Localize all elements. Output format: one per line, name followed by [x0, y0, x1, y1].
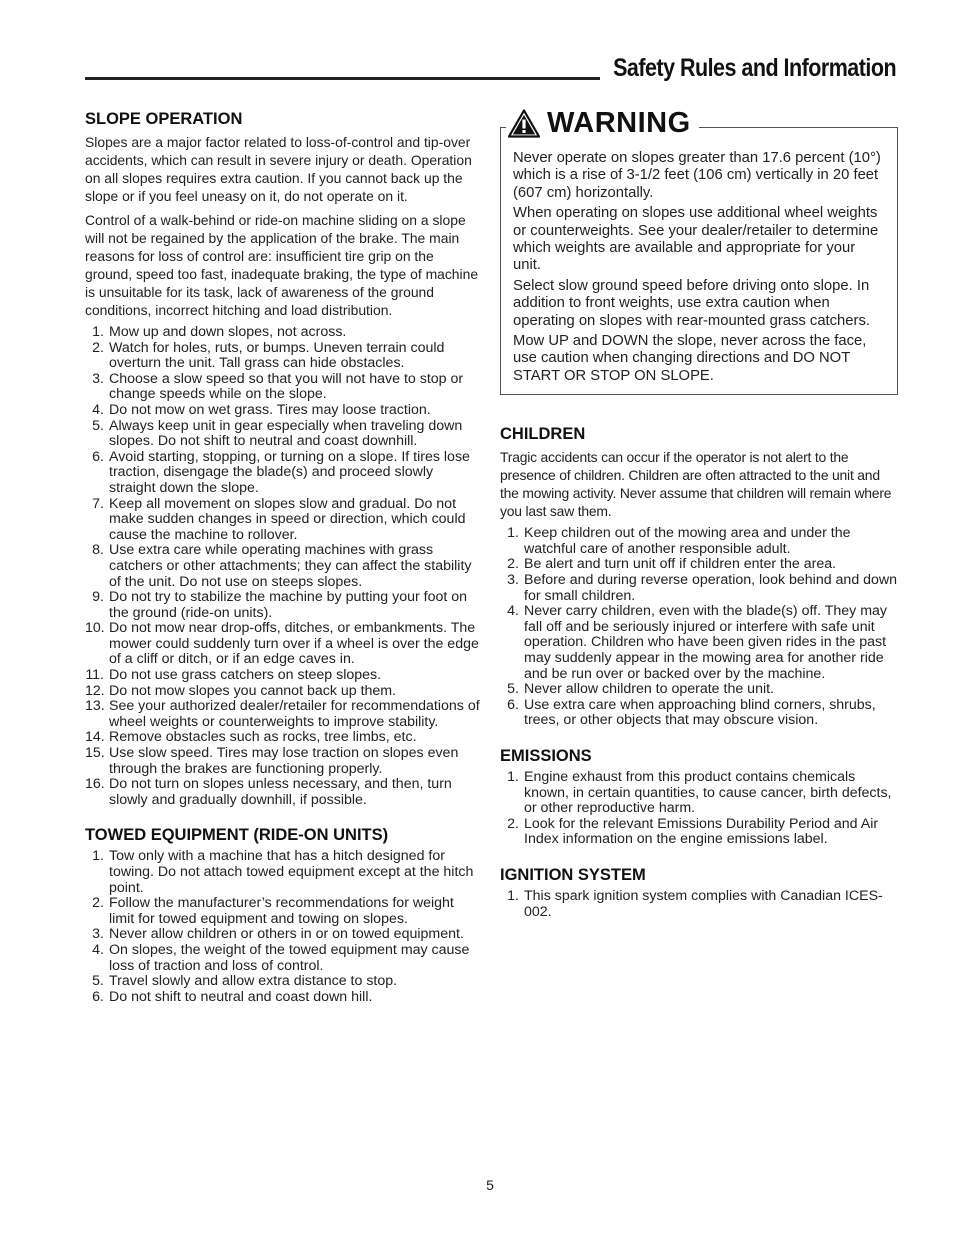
list-item-text: Do not use grass catchers on steep slopes. — [109, 667, 382, 684]
list-item-number: 2. — [507, 815, 519, 832]
list-item-number: 10. — [85, 620, 105, 637]
list-item-text: Look for the relevant Emissions Durability Period and Air Index information on the engine emissions label. — [524, 815, 879, 848]
list-item-text: Never allow children to operate the unit. — [524, 681, 774, 698]
list-item-text: Remove obstacles such as rocks, tree limbs, etc. — [109, 729, 417, 746]
slope-operation-section — [85, 110, 482, 808]
list-item-text: Use slow speed. Tires may lose traction on slopes even through the brakes are functioning properly. — [109, 745, 459, 777]
slope-paragraph: Control of a walk-behind or ride-on machine sliding on a slope will not be regained by the application of the brake. The main reasons for loss of control are: insufficient tire grip on the ground, speed too fast, inadequate braking, the type of machine is unsuitable for its task, lack of awareness of the ground conditions, incorrect hitching and load distribution. — [85, 212, 479, 318]
list-item — [85, 668, 482, 684]
ignition-heading: IGNITION SYSTEM — [500, 865, 646, 884]
list-item-number: 12. — [85, 682, 105, 699]
list-item — [85, 372, 482, 403]
list-item-text: Never allow children or others in or on towed equipment. — [109, 926, 464, 943]
list-item — [500, 817, 898, 848]
list-item-text: Follow the manufacturer’s recommendations for weight limit for towed equipment and towing on slopes. — [109, 895, 454, 927]
list-item — [85, 896, 482, 927]
list-item-text: This spark ignition system complies with Canadian ICES-002. — [524, 887, 883, 920]
list-item — [85, 543, 482, 590]
list-item-number: 13. — [85, 698, 105, 715]
list-item-number: 6. — [507, 696, 519, 713]
list-item-number: 2. — [92, 339, 104, 356]
list-item-text: Keep all movement on slopes slow and gradual. Do not make sudden changes in speed or direction, which could cause the machine to rollover. — [109, 495, 466, 543]
list-item — [85, 777, 482, 808]
list-item-number: 9. — [92, 589, 104, 606]
children-intro: Tragic accidents can occur if the operator is not alert to the presence of children. Children are often attracted to the unit and the mowing activity. Never assume that children will remain where you last saw them. — [500, 449, 892, 520]
warning-paragraph: Select slow ground speed before driving onto slope. In addition to front weights, use extra caution when operating on slopes with rear-mounted grass catchers. — [513, 277, 870, 329]
towed-equipment-heading: TOWED EQUIPMENT (RIDE-ON UNITS) — [85, 826, 389, 845]
list-item-text: Do not turn on slopes unless necessary, and then, turn slowly and gradually downhill, if possible. — [109, 776, 452, 808]
list-item — [85, 943, 482, 974]
list-item-text: Choose a slow speed so that you will not have to stop or change speeds while on the slope. — [109, 370, 464, 403]
list-item-number: 4. — [507, 603, 519, 620]
emissions-rules-list — [500, 770, 898, 848]
list-item-text: Use extra care when approaching blind corners, shrubs, trees, or other objects that may obscure vision. — [524, 696, 876, 729]
list-item — [85, 403, 482, 419]
list-item-text: Avoid starting, stopping, or turning on a slope. If tires lose traction, disengage the blade(s) and proceed slowly straight down the slope. — [109, 448, 470, 496]
list-item-number: 6. — [92, 988, 104, 1005]
emissions-section — [500, 747, 898, 848]
slope-rules-list — [85, 325, 482, 808]
list-item-text: On slopes, the weight of the towed equipment may cause loss of traction and loss of control. — [109, 941, 470, 974]
children-section — [500, 425, 898, 729]
list-item-number: 1. — [92, 848, 104, 865]
list-item-number: 6. — [92, 448, 104, 465]
list-item-number: 1. — [507, 525, 519, 542]
left-column — [85, 110, 482, 1005]
list-item-number: 3. — [92, 370, 104, 387]
slope-operation-heading: SLOPE OPERATION — [85, 110, 243, 128]
list-item-text: Watch for holes, ruts, or bumps. Uneven terrain could overturn the unit. Tall grass can hide obstacles. — [109, 339, 445, 372]
warning-box — [500, 107, 898, 395]
list-item-text: Do not mow slopes you cannot back up them. — [109, 682, 397, 699]
list-item — [85, 497, 482, 544]
list-item — [500, 770, 898, 817]
list-item — [85, 341, 482, 372]
list-item — [85, 849, 482, 896]
header-rule — [85, 77, 600, 80]
list-item-text: Be alert and turn unit off if children enter the area. — [524, 556, 837, 573]
list-item-number: 1. — [507, 769, 519, 785]
list-item-number: 3. — [92, 926, 104, 943]
list-item-number: 2. — [92, 895, 104, 912]
page-title: Safety Rules and Information — [612, 54, 896, 82]
list-item-text: Do not try to stabilize the machine by putting your foot on the ground (ride-on units). — [109, 589, 468, 621]
warning-header — [506, 107, 699, 140]
list-item-number: 4. — [92, 401, 104, 418]
warning-paragraph: Never operate on slopes greater than 17.6 percent (10°) which is a rise of 3-1/2 feet (106 cm) vertically in 20 feet (607 cm) horizontally. — [513, 150, 881, 201]
list-item — [85, 746, 482, 777]
list-item-text: Always keep unit in gear especially when traveling down slopes. Do not shift to neutral and coast downhill. — [109, 417, 463, 450]
list-item-text: Engine exhaust from this product contains chemicals known, in certain quantities, to cause cancer, birth defects, or other reproductive harm. — [524, 769, 892, 817]
towed-rules-list — [85, 849, 482, 1005]
children-heading: CHILDREN — [500, 425, 586, 444]
list-item — [85, 927, 482, 943]
list-item-number: 14. — [85, 729, 105, 746]
list-item-number: 16. — [85, 776, 105, 793]
list-item-number: 11. — [85, 667, 104, 684]
list-item-text: Never carry children, even with the blade(s) off. They may fall off and be seriously injured or interfere with safe unit operation. Children who have been given rides in the past may suddenly appear in the mowing area for another ride and be run over or backed over by the machine. — [524, 603, 887, 682]
list-item — [85, 590, 482, 621]
list-item — [500, 573, 898, 604]
list-item-text: Use extra care while operating machines with grass catchers or other attachments; they can affect the stability of the unit. Do not use on steeps slopes. — [109, 542, 472, 590]
list-item-number: 4. — [92, 941, 104, 958]
warning-paragraph: Mow UP and DOWN the slope, never across the face, use caution when changing directions and DO NOT START OR STOP ON SLOPE. — [513, 333, 867, 384]
list-item — [500, 698, 898, 729]
list-item — [500, 526, 898, 557]
ignition-section — [500, 866, 898, 920]
list-item — [500, 682, 898, 698]
list-item-number: 8. — [92, 542, 104, 559]
list-item-text: Do not shift to neutral and coast down hill. — [109, 988, 373, 1005]
warning-paragraph: When operating on slopes use additional wheel weights or counterweights. See your dealer/retailer to determine which weights are available and appropriate for your unit. — [513, 205, 879, 274]
list-item — [85, 730, 482, 746]
list-item-number: 5. — [92, 973, 104, 990]
list-item — [500, 557, 898, 573]
list-item-text: Keep children out of the mowing area and under the watchful care of another responsible adult. — [524, 525, 851, 557]
list-item-text: Before and during reverse operation, look behind and down for small children. — [524, 572, 898, 604]
list-item — [500, 604, 898, 682]
warning-title: WARNING — [547, 107, 691, 139]
list-item-text: Do not mow near drop-offs, ditches, or embankments. The mower could suddenly turn over if a wheel is over the edge of a cliff or ditch, or if an edge caves in. — [109, 620, 479, 668]
list-item — [85, 621, 482, 668]
list-item — [85, 699, 482, 730]
list-item-number: 5. — [92, 417, 104, 434]
page-number: 5 — [486, 1177, 494, 1193]
list-item-number: 3. — [507, 572, 519, 589]
list-item-text: Tow only with a machine that has a hitch designed for towing. Do not attach towed equipment except at the hitch point. — [109, 848, 474, 896]
list-item — [85, 684, 482, 700]
list-item — [85, 990, 482, 1006]
list-item-number: 1. — [92, 324, 104, 340]
list-item-number: 2. — [507, 556, 519, 573]
list-item — [85, 419, 482, 450]
list-item — [85, 325, 482, 341]
slope-paragraph: Slopes are a major factor related to loss-of-control and tip-over accidents, which can result in severe injury or death. Operation on all slopes requires extra caution. If you cannot back up the slope or if you feel uneasy on it, do not operate on it. — [85, 134, 472, 204]
children-rules-list — [500, 526, 898, 729]
list-item-number: 1. — [507, 887, 519, 904]
list-item-number: 7. — [92, 495, 104, 512]
list-item-text: Mow up and down slopes, not across. — [109, 324, 347, 340]
list-item-number: 15. — [85, 745, 105, 762]
right-column — [500, 107, 898, 920]
ignition-rules-list — [500, 889, 898, 920]
list-item-number: 5. — [507, 681, 519, 698]
emissions-heading: EMISSIONS — [500, 747, 592, 765]
list-item — [500, 889, 898, 920]
list-item-text: Travel slowly and allow extra distance to stop. — [109, 973, 398, 990]
towed-equipment-section — [85, 826, 482, 1005]
list-item — [85, 450, 482, 497]
list-item-text: See your authorized dealer/retailer for recommendations of wheel weights or counterweights to improve stability. — [109, 698, 480, 730]
list-item — [85, 974, 482, 990]
list-item-text: Do not mow on wet grass. Tires may loose traction. — [109, 401, 431, 418]
warning-triangle-icon — [508, 109, 540, 138]
